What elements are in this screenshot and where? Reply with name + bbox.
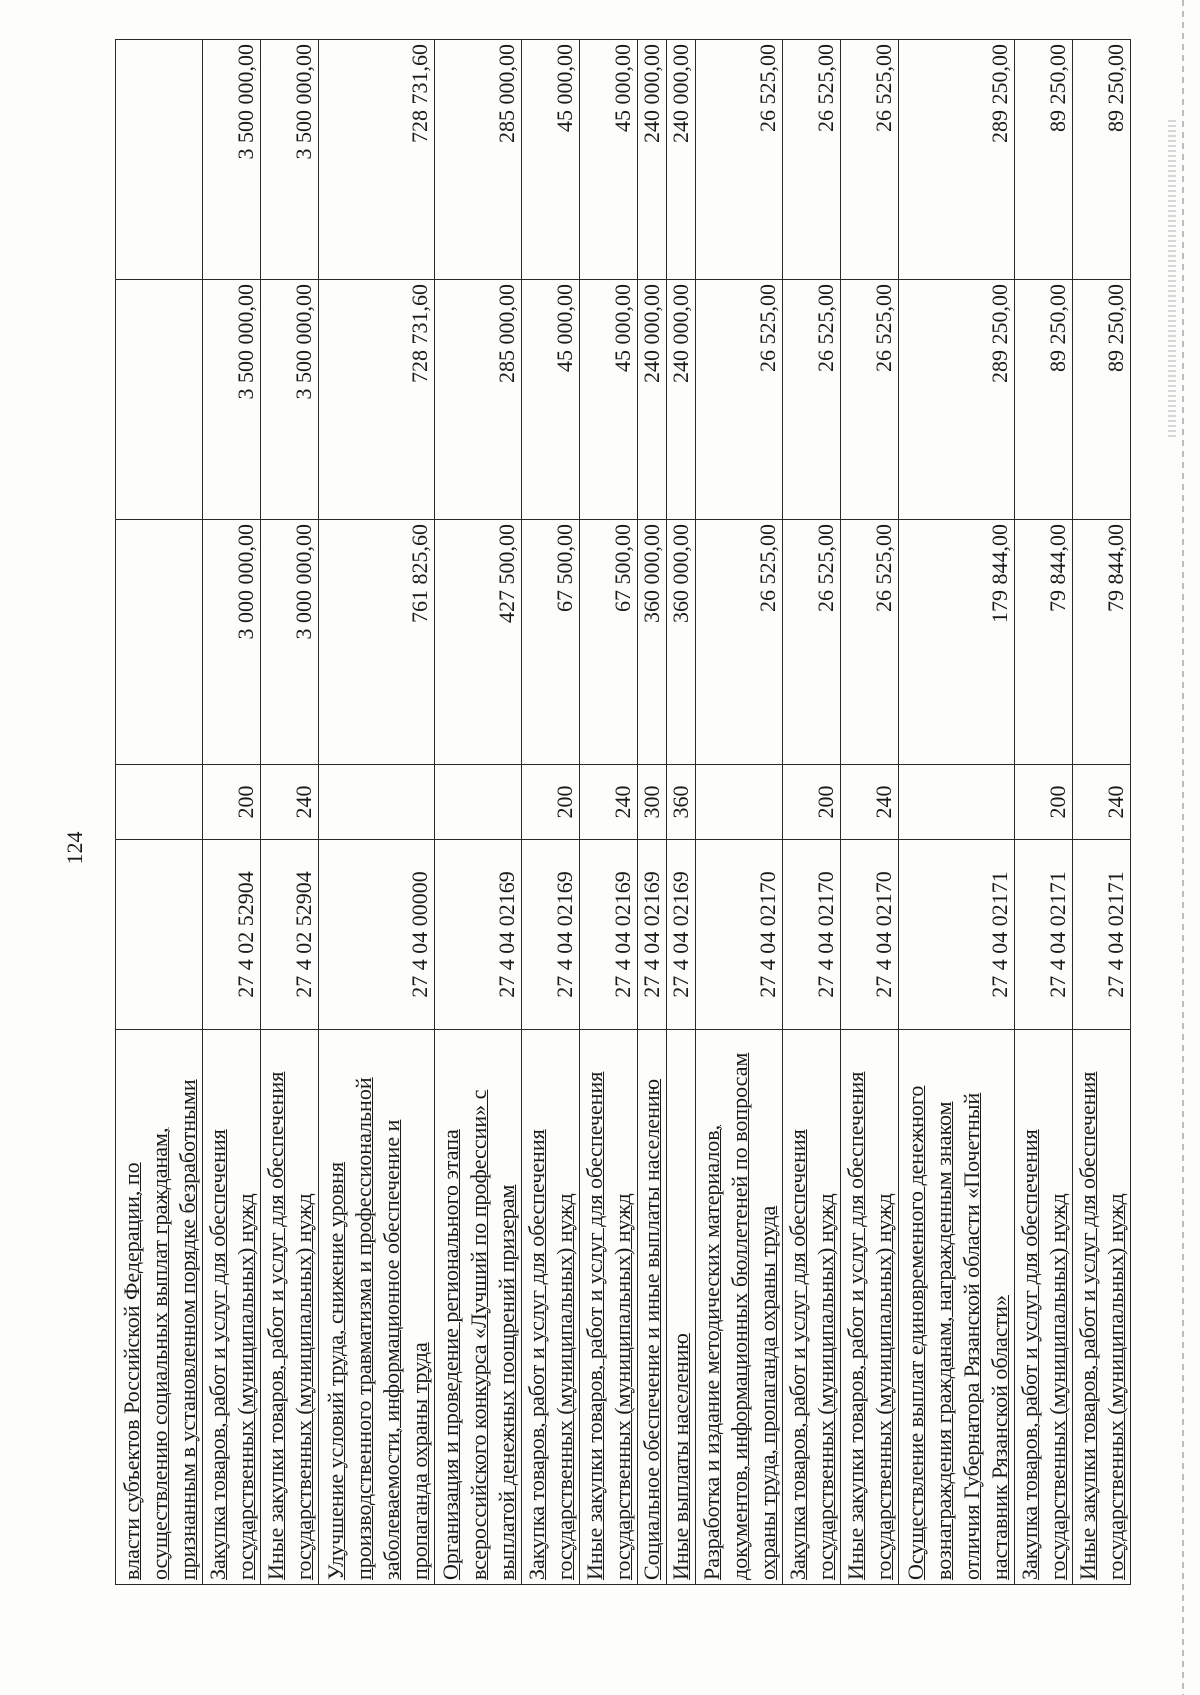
row-name-text: Иные закупки товаров, работ и услуг для обеспечения государственных (муниципальных) нужд — [1075, 1071, 1128, 1580]
row-expense-type: 240 — [261, 765, 319, 840]
row-name-text: Иные закупки товаров, работ и услуг для обеспечения государственных (муниципальных) нужд — [843, 1071, 896, 1580]
row-amount-year-1 — [116, 520, 203, 765]
row-expense-type: 240 — [1073, 765, 1131, 840]
row-name-text: Иные выплаты населению — [668, 1333, 693, 1580]
table-row — [116, 40, 203, 1585]
row-expense-type: 200 — [783, 765, 841, 840]
row-amount-year-2: 240 000,00 — [638, 280, 667, 520]
row-code: 27 4 04 02169 — [667, 840, 696, 1030]
row-name — [638, 1030, 667, 1585]
row-name-text: Социальное обеспечение и иные выплаты населению — [639, 1078, 664, 1580]
table-row — [696, 40, 783, 1585]
row-amount-year-3 — [116, 40, 203, 280]
row-amount-year-3: 89 250,00 — [1015, 40, 1073, 280]
row-code: 27 4 02 52904 — [203, 840, 261, 1030]
row-name — [1073, 1030, 1131, 1585]
row-code: 27 4 04 02171 — [1073, 840, 1131, 1030]
row-amount-year-3: 26 525,00 — [783, 40, 841, 280]
row-expense-type: 300 — [638, 765, 667, 840]
row-name — [667, 1030, 696, 1585]
row-amount-year-2: 89 250,00 — [1073, 280, 1131, 520]
row-amount-year-3: 89 250,00 — [1073, 40, 1131, 280]
row-name-text: Улучшение условий труда, снижение уровня производственного травматизма и профессиональной заболеваемости, информационное обеспечение и пропаганда охраны труда — [323, 1077, 432, 1580]
row-name-text: Закупка товаров, работ и услуг для обеспечения государственных (муниципальных) нужд — [785, 1129, 838, 1580]
row-expense-type — [435, 765, 522, 840]
table-row — [261, 40, 319, 1585]
row-amount-year-2: 240 000,00 — [667, 280, 696, 520]
row-name — [261, 1030, 319, 1585]
row-amount-year-1: 26 525,00 — [841, 520, 899, 765]
row-amount-year-2: 3 500 000,00 — [261, 280, 319, 520]
scan-edge-line — [1182, 0, 1184, 1695]
row-amount-year-1: 179 844,00 — [899, 520, 1015, 765]
table-row — [203, 40, 261, 1585]
table-row — [580, 40, 638, 1585]
table-body — [116, 40, 1131, 1585]
row-name — [841, 1030, 899, 1585]
table-row — [667, 40, 696, 1585]
table-row — [1073, 40, 1131, 1585]
table-row — [783, 40, 841, 1585]
row-code: 27 4 02 52904 — [261, 840, 319, 1030]
table-row — [319, 40, 435, 1585]
row-name — [522, 1030, 580, 1585]
row-code: 27 4 04 02169 — [522, 840, 580, 1030]
row-amount-year-3: 26 525,00 — [696, 40, 783, 280]
row-amount-year-3: 240 000,00 — [638, 40, 667, 280]
row-amount-year-3: 45 000,00 — [580, 40, 638, 280]
row-amount-year-2: 289 250,00 — [899, 280, 1015, 520]
row-expense-type — [899, 765, 1015, 840]
row-expense-type — [696, 765, 783, 840]
row-amount-year-2: 26 525,00 — [783, 280, 841, 520]
row-name — [580, 1030, 638, 1585]
row-amount-year-2: 3 500 000,00 — [203, 280, 261, 520]
rotated-table-wrapper — [115, 40, 1128, 1585]
row-amount-year-3: 289 250,00 — [899, 40, 1015, 280]
row-amount-year-1: 26 525,00 — [696, 520, 783, 765]
row-code: 27 4 04 02169 — [638, 840, 667, 1030]
row-amount-year-2: 45 000,00 — [522, 280, 580, 520]
row-name — [1015, 1030, 1073, 1585]
row-amount-year-1: 360 000,00 — [667, 520, 696, 765]
page-number: 124 — [62, 831, 87, 865]
row-amount-year-1: 3 000 000,00 — [203, 520, 261, 765]
row-code: 27 4 04 02169 — [580, 840, 638, 1030]
row-name-text: Организация и проведение регионального этапа всероссийского конкурса «Лучший по профессии» с выплатой денежных поощрений призерам — [438, 1089, 519, 1580]
row-code: 27 4 04 02171 — [1015, 840, 1073, 1030]
row-code: 27 4 04 00000 — [319, 840, 435, 1030]
row-amount-year-2: 728 731,60 — [319, 280, 435, 520]
row-name-text: Осуществление выплат единовременного денежного вознаграждения гражданам, награжденным знаком отличия Губернатора Рязанской области «Почетный наставник Рязанской области» — [903, 1085, 1012, 1580]
row-name — [319, 1030, 435, 1585]
row-expense-type: 240 — [580, 765, 638, 840]
row-code — [116, 840, 203, 1030]
row-amount-year-3: 3 500 000,00 — [261, 40, 319, 280]
row-expense-type: 200 — [522, 765, 580, 840]
row-name-text: Закупка товаров, работ и услуг для обеспечения государственных (муниципальных) нужд — [1017, 1129, 1070, 1580]
row-expense-type: 360 — [667, 765, 696, 840]
row-amount-year-3: 3 500 000,00 — [203, 40, 261, 280]
row-amount-year-1: 67 500,00 — [580, 520, 638, 765]
row-amount-year-2: 26 525,00 — [696, 280, 783, 520]
row-amount-year-3: 26 525,00 — [841, 40, 899, 280]
table-row — [522, 40, 580, 1585]
row-code: 27 4 04 02170 — [696, 840, 783, 1030]
row-amount-year-3: 240 000,00 — [667, 40, 696, 280]
row-name — [435, 1030, 522, 1585]
row-amount-year-1: 67 500,00 — [522, 520, 580, 765]
row-amount-year-2: 26 525,00 — [841, 280, 899, 520]
row-amount-year-3: 45 000,00 — [522, 40, 580, 280]
table-row — [638, 40, 667, 1585]
row-name — [203, 1030, 261, 1585]
scan-noise — [1168, 120, 1176, 440]
row-name-text: Закупка товаров, работ и услуг для обеспечения государственных (муниципальных) нужд — [524, 1129, 577, 1580]
row-expense-type: 200 — [203, 765, 261, 840]
row-amount-year-1: 761 825,60 — [319, 520, 435, 765]
row-amount-year-3: 728 731,60 — [319, 40, 435, 280]
row-code: 27 4 04 02170 — [841, 840, 899, 1030]
row-amount-year-2: 285 000,00 — [435, 280, 522, 520]
row-name-text: власти субъектов Российской Федерации, по осуществлению социальных выплат гражданам, признанным в установленном порядке безработными — [119, 1079, 200, 1580]
row-amount-year-1: 427 500,00 — [435, 520, 522, 765]
table-row — [841, 40, 899, 1585]
row-amount-year-2: 89 250,00 — [1015, 280, 1073, 520]
row-name — [899, 1030, 1015, 1585]
row-amount-year-1: 26 525,00 — [783, 520, 841, 765]
row-name — [783, 1030, 841, 1585]
row-code: 27 4 04 02170 — [783, 840, 841, 1030]
row-amount-year-3: 285 000,00 — [435, 40, 522, 280]
row-name — [116, 1030, 203, 1585]
row-expense-type — [116, 765, 203, 840]
row-code: 27 4 04 02171 — [899, 840, 1015, 1030]
table-rotation-frame — [115, 40, 1128, 1585]
table-row — [1015, 40, 1073, 1585]
table-row — [435, 40, 522, 1585]
row-amount-year-2: 45 000,00 — [580, 280, 638, 520]
row-name-text: Разработка и издание методических материалов, документов, информационных бюллетеней по вопросам охраны труда, пропаганда охраны труда — [699, 1052, 780, 1580]
row-expense-type — [319, 765, 435, 840]
row-amount-year-1: 79 844,00 — [1015, 520, 1073, 765]
row-amount-year-2 — [116, 280, 203, 520]
row-amount-year-1: 360 000,00 — [638, 520, 667, 765]
row-name-text: Закупка товаров, работ и услуг для обеспечения государственных (муниципальных) нужд — [205, 1129, 258, 1580]
row-name — [696, 1030, 783, 1585]
row-amount-year-1: 79 844,00 — [1073, 520, 1131, 765]
row-code: 27 4 04 02169 — [435, 840, 522, 1030]
budget-table — [115, 39, 1131, 1585]
row-name-text: Иные закупки товаров, работ и услуг для обеспечения государственных (муниципальных) нужд — [263, 1071, 316, 1580]
row-amount-year-1: 3 000 000,00 — [261, 520, 319, 765]
row-expense-type: 200 — [1015, 765, 1073, 840]
row-name-text: Иные закупки товаров, работ и услуг для обеспечения государственных (муниципальных) нужд — [582, 1071, 635, 1580]
table-row — [899, 40, 1015, 1585]
row-expense-type: 240 — [841, 765, 899, 840]
